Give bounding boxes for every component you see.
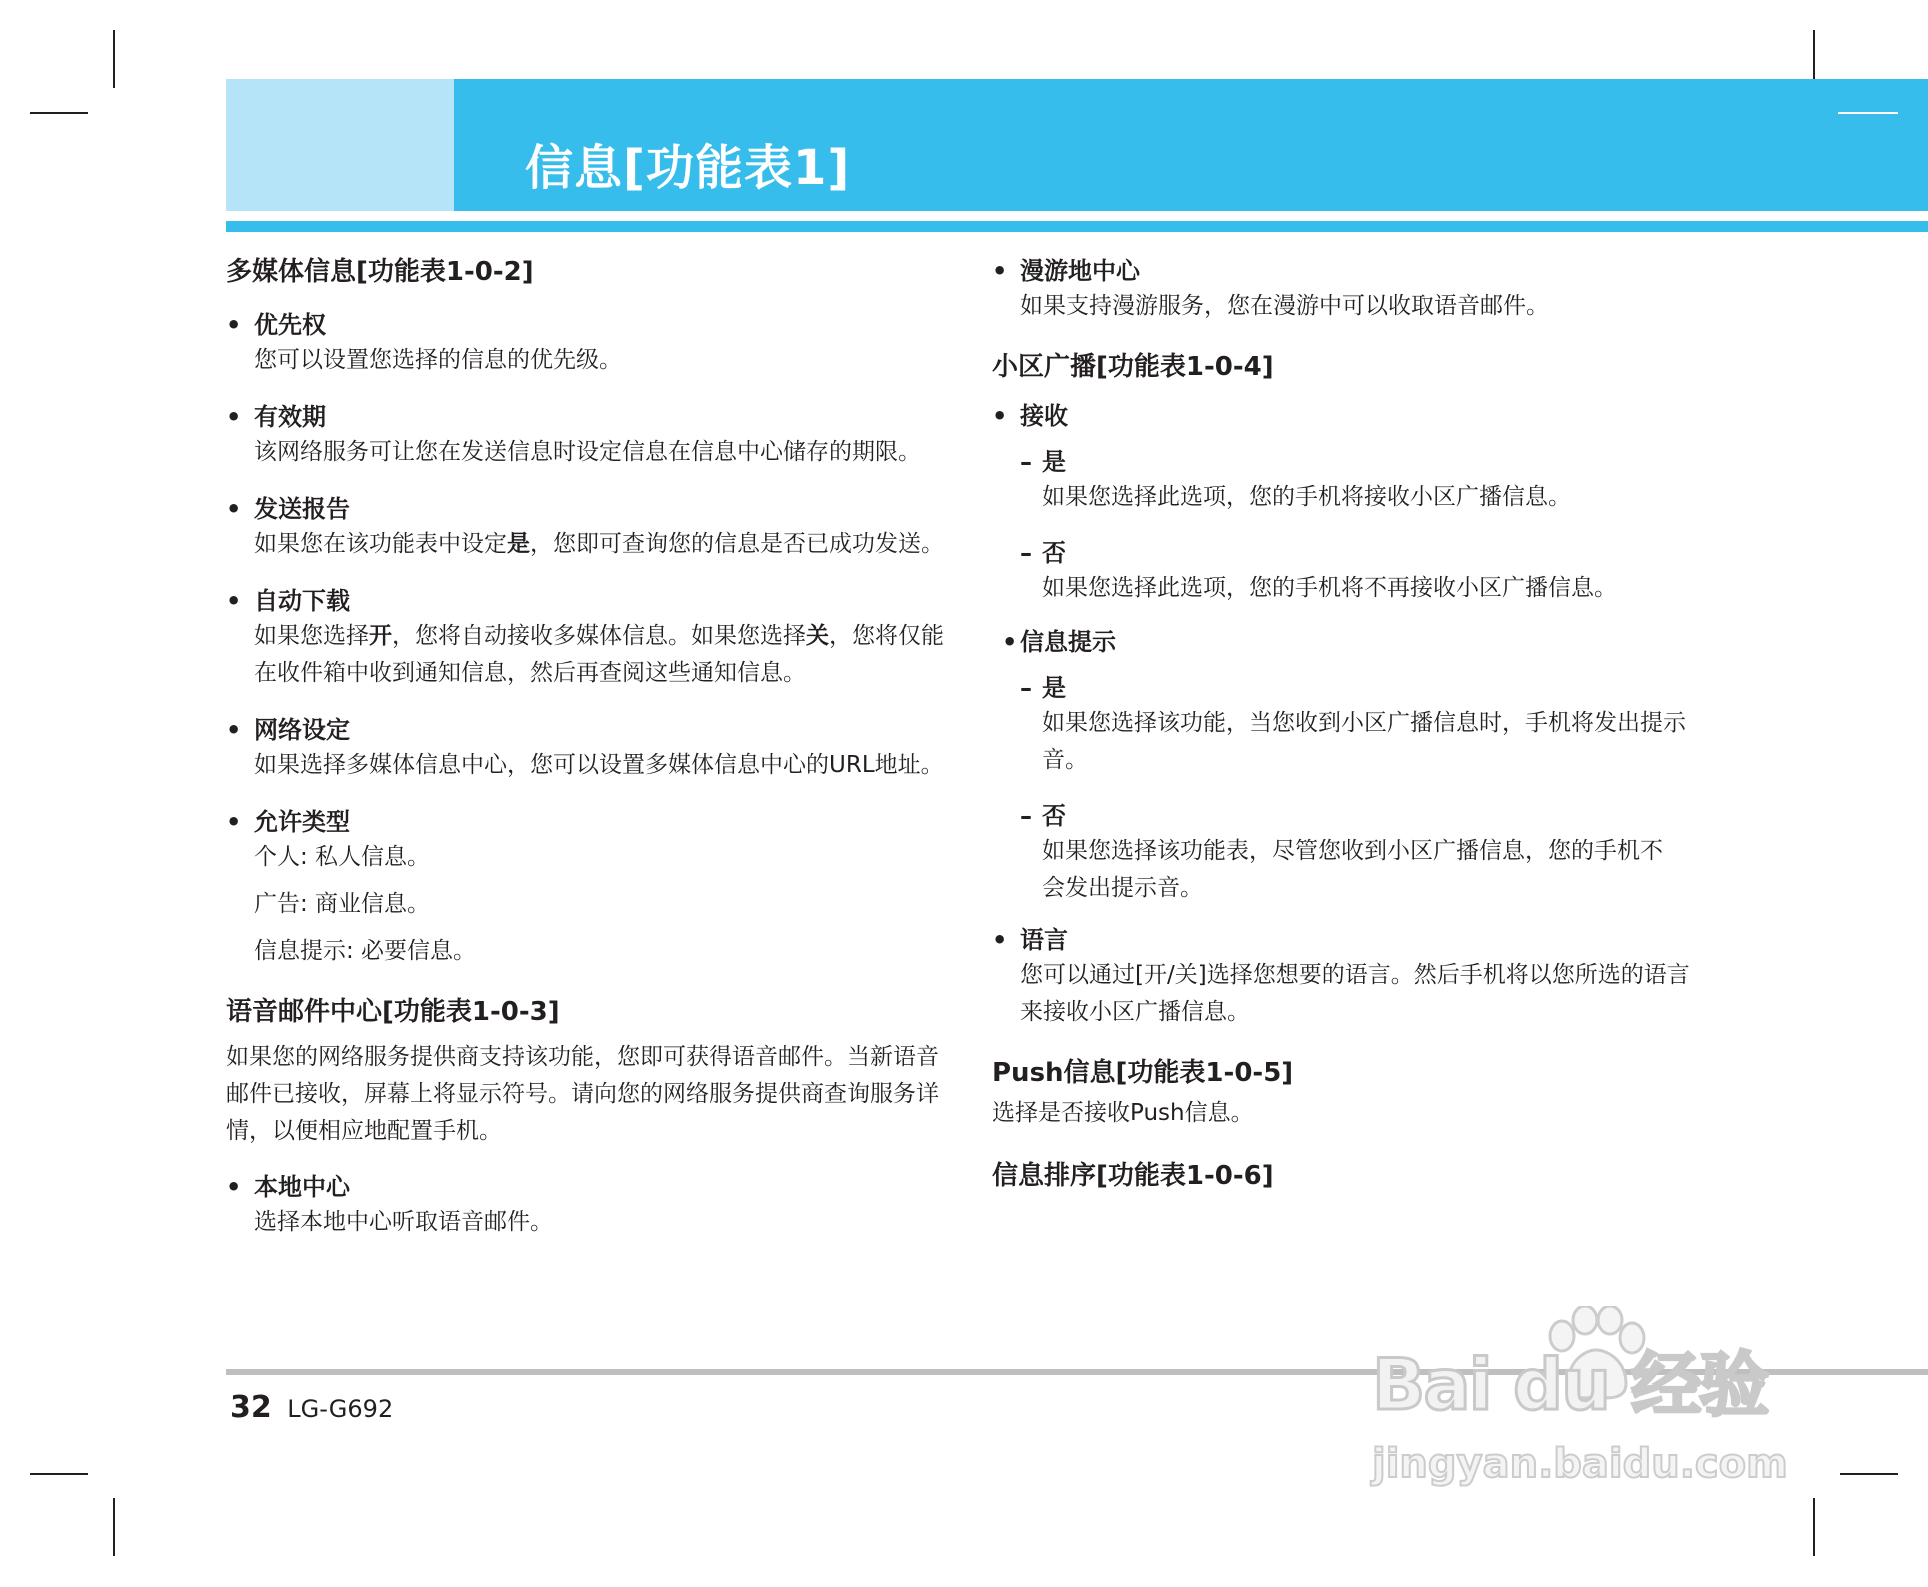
section-heading-push: Push信息[功能表1-0-5] [992, 1058, 1294, 1088]
left-column [226, 240, 946, 1241]
item-title: 允许类型 [254, 808, 350, 836]
list-item [226, 492, 946, 563]
sub-item [1020, 671, 1712, 779]
list-item [992, 254, 1712, 325]
bullet-icon: • [226, 587, 242, 615]
section-heading-voicemail: 语音邮件中心[功能表1-0-3] [226, 997, 560, 1027]
bullet-icon: • [226, 716, 242, 744]
item-body: 您可以设置您选择的信息的优先级。 [254, 347, 622, 373]
dash-icon: – [1020, 674, 1032, 702]
section-heading-broadcast: 小区广播[功能表1-0-4] [992, 352, 1274, 382]
item-title: 有效期 [254, 403, 326, 431]
item-body: 您可以通过[开/关]选择您想要的语言。然后手机将以您所选的语言来接收小区广播信息。 [1020, 962, 1690, 1025]
section-intro: 如果您的网络服务提供商支持该功能，您即可获得语音邮件。当新语音邮件已接收，屏幕上将显示符号。请向您的网络服务提供商查询服务详情，以便相应地配置手机。 [226, 1044, 939, 1144]
sub-item-body: 如果您选择此选项，您的手机将不再接收小区广播信息。 [1042, 575, 1617, 601]
list-item [992, 399, 1712, 607]
watermark-url: jingyan.baidu.com [1372, 1441, 1788, 1487]
item-title: 网络设定 [254, 716, 350, 744]
item-title: 语言 [1020, 926, 1068, 954]
section-heading-mms: 多媒体信息[功能表1-0-2] [226, 257, 534, 287]
item-title: 漫游地中心 [1020, 257, 1140, 285]
bullet-icon: • [992, 257, 1008, 285]
dash-icon: – [1020, 802, 1032, 830]
item-body: 该网络服务可让您在发送信息时设定信息在信息中心储存的期限。 [254, 439, 921, 465]
item-body: 如果支持漫游服务，您在漫游中可以收取语音邮件。 [1020, 293, 1549, 319]
sub-item [1020, 536, 1712, 607]
section-heading-sort: 信息排序[功能表1-0-6] [992, 1161, 1274, 1191]
list-item [226, 400, 946, 471]
right-column [992, 240, 1712, 1194]
section-body: 选择是否接收Push信息。 [992, 1100, 1254, 1126]
crop-mark [113, 1498, 115, 1556]
dash-icon: – [1020, 539, 1032, 567]
bullet-icon: • [992, 402, 1008, 430]
item-body: 如果您在该功能表中设定是，您即可查询您的信息是否已成功发送。 [254, 531, 944, 557]
list-item [226, 308, 946, 379]
header-crop-mark [1838, 112, 1898, 114]
item-body: 广告: 商业信息。 [254, 891, 431, 917]
item-body: 个人: 私人信息。 [254, 844, 431, 870]
page-footer [230, 1388, 393, 1429]
item-title: 本地中心 [254, 1173, 350, 1201]
sub-item-title: 是 [1042, 674, 1066, 702]
page-number: 32 [230, 1390, 272, 1425]
bullet-icon: • [226, 311, 242, 339]
sub-item-body: 如果您选择该功能表，尽管您收到小区广播信息，您的手机不会发出提示音。 [1042, 838, 1663, 901]
bullet-icon: • [226, 403, 242, 431]
crop-mark [113, 30, 115, 88]
list-item [226, 805, 946, 970]
sub-item-title: 否 [1042, 539, 1066, 567]
item-body: 如果选择多媒体信息中心，您可以设置多媒体信息中心的URL地址。 [254, 752, 944, 778]
item-body: 如果您选择开，您将自动接收多媒体信息。如果您选择关，您将仅能在收件箱中收到通知信息，然后再查阅这些通知信息。 [254, 623, 944, 686]
list-item [226, 713, 946, 784]
header-banner-light [226, 79, 454, 211]
sub-item [1020, 445, 1712, 516]
model-name: LG-G692 [287, 1395, 394, 1423]
crop-mark [30, 112, 88, 114]
sub-item-body: 如果您选择此选项，您的手机将接收小区广播信息。 [1042, 484, 1571, 510]
list-item [992, 625, 1712, 907]
list-item [226, 1170, 946, 1241]
crop-mark [30, 1473, 88, 1475]
crop-mark [1840, 1473, 1898, 1475]
list-item [226, 584, 946, 692]
header-rule [226, 221, 1928, 232]
dash-icon: – [1020, 448, 1032, 476]
bullet-icon: • [226, 495, 242, 523]
item-title: 接收 [1020, 402, 1068, 430]
item-body: 信息提示: 必要信息。 [254, 938, 477, 964]
sub-item-body: 如果您选择该功能，当您收到小区广播信息时，手机将发出提示音。 [1042, 710, 1686, 773]
sub-item-title: 是 [1042, 448, 1066, 476]
item-title: 信息提示 [1020, 628, 1116, 656]
bullet-icon: • [226, 808, 242, 836]
bullet-icon: • [1002, 628, 1018, 656]
bullet-icon: • [226, 1173, 242, 1201]
item-body: 选择本地中心听取语音邮件。 [254, 1209, 553, 1235]
baidu-watermark [1372, 1300, 1822, 1515]
item-title: 发送报告 [254, 495, 350, 523]
sub-item-title: 否 [1042, 802, 1066, 830]
item-title: 优先权 [254, 311, 326, 339]
watermark-brand: Bai du 经验 [1372, 1344, 1768, 1426]
list-item [992, 923, 1712, 1031]
page-title: 信息[功能表1] [525, 140, 851, 196]
bullet-icon: • [992, 926, 1008, 954]
sub-item [1020, 799, 1712, 907]
item-title: 自动下载 [254, 587, 350, 615]
